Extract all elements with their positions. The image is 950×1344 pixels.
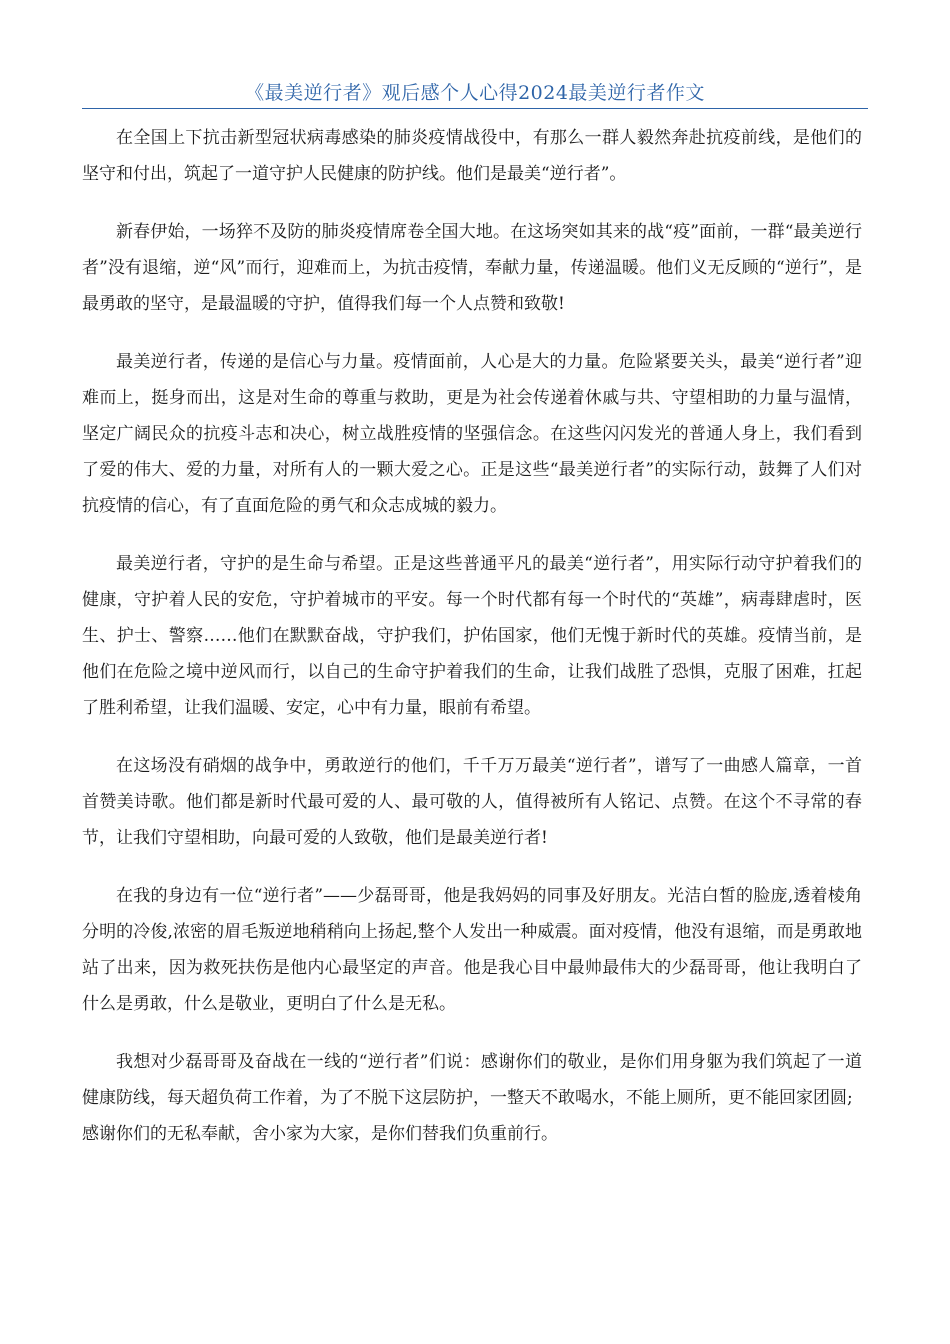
paragraph: 最美逆行者，传递的是信心与力量。疫情面前，人心是大的力量。危险紧要关头，最美“逆行者”迎难而上，挺身而出，这是对生命的尊重与救助，更是为社会传递着休戚与共、守望相助的力量与温情，坚定广阔民众的抗疫斗志和决心，树立战胜疫情的坚强信念。在这些闪闪发光的普通人身上，我们看到了爱的伟大、爱的力量，对所有人的一颗大爱之心。正是这些“最美逆行者”的实际行动，鼓舞了人们对抗疫情的信心，有了直面危险的勇气和众志成城的毅力。 bbox=[82, 352, 862, 516]
paragraph: 我想对少磊哥哥及奋战在一线的“逆行者”们说：感谢你们的敬业，是你们用身躯为我们筑起了一道健康防线，每天超负荷工作着，为了不脱下这层防护，一整天不敢喝水，不能上厕所，更不能回家团圆; bbox=[82, 1052, 862, 1108]
paragraph-continuation: 感谢你们的无私奉献，舍小家为大家，是你们替我们负重前行。 bbox=[82, 1124, 558, 1144]
page-title: 《最美逆行者》观后感个人心得2024最美逆行者作文 bbox=[245, 82, 705, 104]
paragraph: 最美逆行者，守护的是生命与希望。正是这些普通平凡的最美“逆行者”，用实际行动守护着我们的健康，守护着人民的安危，守护着城市的平安。每一个时代都有每一个时代的“英雄”，病毒肆虐时，医生、护士、警察……他们在默默奋战，守护我们，护佑国家，他们无愧于新时代的英雄。疫情当前，是他们在危险之境中逆风而行，以自己的生命守护着我们的生命，让我们战胜了恐惧，克服了困难，扛起了胜利希望，让我们温暖、安定，心中有力量，眼前有希望。 bbox=[82, 554, 862, 718]
paragraph: 在我的身边有一位“逆行者”——少磊哥哥，他是我妈妈的同事及好朋友。光洁白皙的脸庞,透着棱角分明的冷俊,浓密的眉毛叛逆地稍稍向上扬起,整个人发出一种威震。面对疫情，他没有退缩，而是勇敢地站了出来，因为救死扶伤是他内心最坚定的声音。他是我心目中最帅最伟大的少磊哥哥，他让我明白了什么是勇敢，什么是敬业，更明白了什么是无私。 bbox=[82, 886, 862, 1014]
paragraph: 在全国上下抗击新型冠状病毒感染的肺炎疫情战役中，有那么一群人毅然奔赴抗疫前线，是他们的坚守和付出，筑起了一道守护人民健康的防护线。他们是最美“逆行者”。 bbox=[82, 128, 862, 184]
page-header bbox=[82, 78, 868, 109]
paragraph: 新春伊始，一场猝不及防的肺炎疫情席卷全国大地。在这场突如其来的战“疫”面前，一群“最美逆行者”没有退缩，逆“风”而行，迎难而上，为抗击疫情，奉献力量，传递温暖。他们义无反顾的“逆行”，是最勇敢的坚守，是最温暖的守护，值得我们每一个人点赞和致敬! bbox=[82, 222, 862, 314]
document-body bbox=[82, 120, 862, 1174]
paragraph: 在这场没有硝烟的战争中，勇敢逆行的他们，千千万万最美“逆行者”，谱写了一曲感人篇章，一首首赞美诗歌。他们都是新时代最可爱的人、最可敬的人，值得被所有人铭记、点赞。在这个不寻常的春节，让我们守望相助，向最可爱的人致敬，他们是最美逆行者! bbox=[82, 756, 862, 848]
